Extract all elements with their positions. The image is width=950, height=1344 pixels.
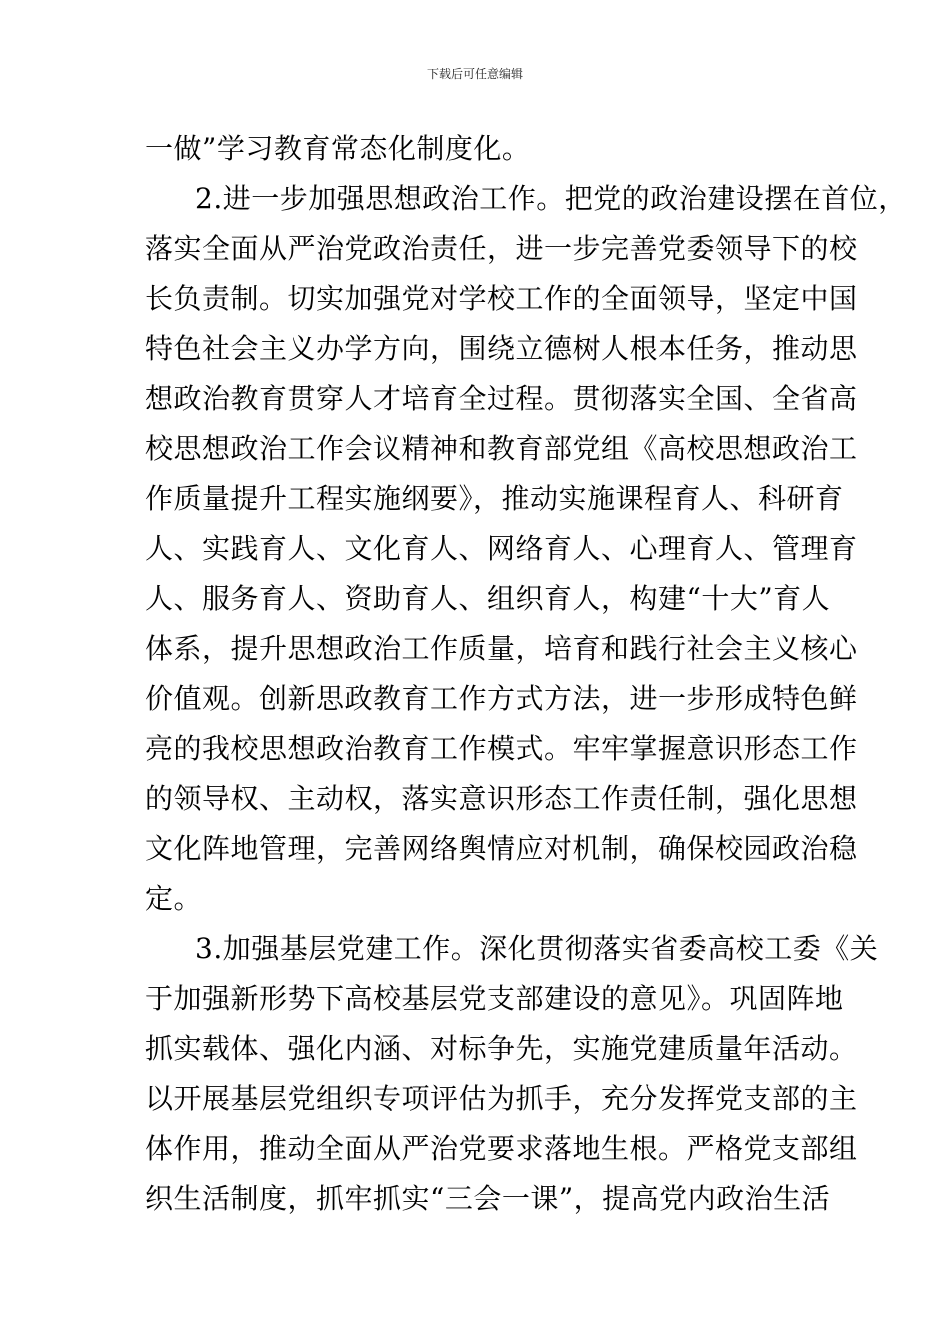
text-line: 落实全面从严治党政治责任，进一步完善党委领导下的校 (145, 232, 858, 265)
text-line: 文化阵地管理，完善网络舆情应对机制，确保校园政治稳 (145, 832, 858, 865)
text-line: 于加强新形势下高校基层党支部建设的意见》。巩固阵地 (145, 982, 844, 1015)
text-line: 人、服务育人、资助育人、组织育人，构建“十大”育人 (145, 582, 831, 615)
text-line: 3.加强基层党建工作。深化贯彻落实省委高校工委《关 (195, 932, 879, 965)
text-line: 体系，提升思想政治工作质量，培育和践行社会主义核心 (145, 632, 858, 665)
text-line: 人、实践育人、文化育人、网络育人、心理育人、管理育 (145, 532, 858, 565)
text-line: 想政治教育贯穿人才培育全过程。贯彻落实全国、全省高 (145, 382, 858, 415)
text-line: 一做”学习教育常态化制度化。 (145, 132, 531, 165)
text-line: 价值观。创新思政教育工作方式方法，进一步形成特色鲜 (145, 682, 858, 715)
text-line: 的领导权、主动权，落实意识形态工作责任制，强化思想 (145, 782, 858, 815)
text-line: 定。 (145, 882, 203, 915)
header-note: 下载后可任意编辑 (426, 67, 523, 81)
text-line: 作质量提升工程实施纲要》，推动实施课程育人、科研育 (145, 482, 844, 515)
document-body (145, 124, 907, 1224)
text-line: 以开展基层党组织专项评估为抓手，充分发挥党支部的主 (145, 1082, 858, 1115)
text-line: 体作用，推动全面从严治党要求落地生根。严格党支部组 (145, 1132, 858, 1165)
text-line: 长负责制。切实加强党对学校工作的全面领导，坚定中国 (145, 282, 858, 315)
text-line: 校思想政治工作会议精神和教育部党组《高校思想政治工 (145, 432, 858, 465)
text-line: 抓实载体、强化内涵、对标争先，实施党建质量年活动。 (145, 1032, 858, 1065)
text-line: 特色社会主义办学方向，围绕立德树人根本任务，推动思 (145, 332, 858, 365)
text-line: 亮的我校思想政治教育工作模式。牢牢掌握意识形态工作 (145, 732, 858, 765)
text-line: 织生活制度，抓牢抓实“三会一课”，提高党内政治生活 (145, 1182, 831, 1215)
text-line: 2.进一步加强思想政治工作。把党的政治建设摆在首位， (195, 182, 907, 215)
